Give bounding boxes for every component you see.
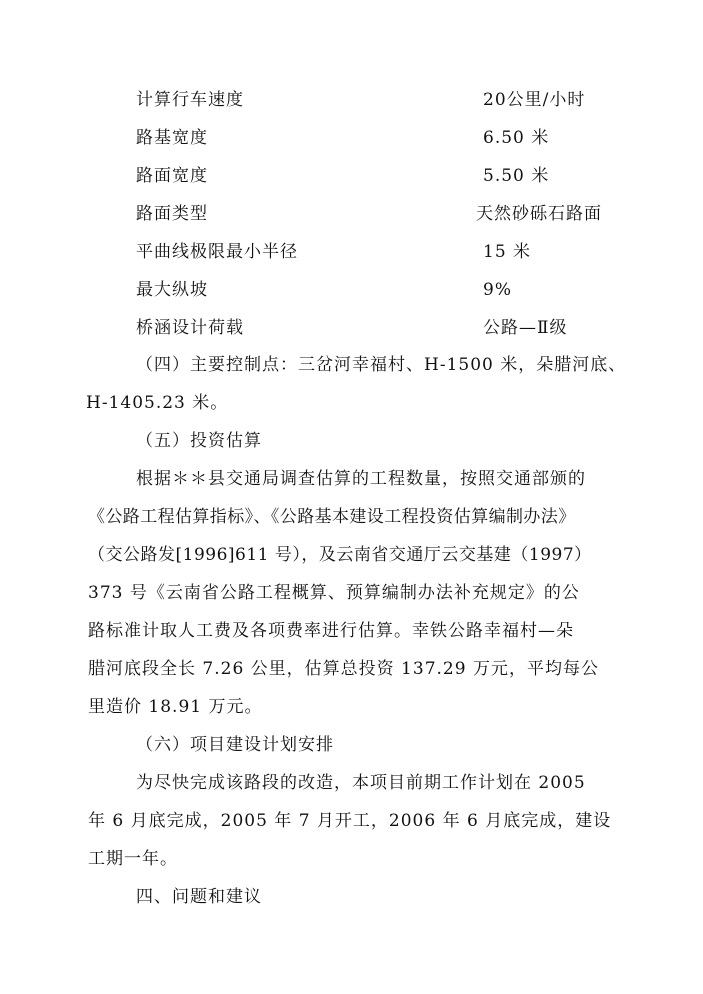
section5-line-4: 373 号《云南省公路工程概算、预算编制办法补充规定》的公 xyxy=(88,583,580,603)
spec-label-design-speed: 计算行车速度 xyxy=(136,90,244,110)
part4-heading: 四、问题和建议 xyxy=(136,887,262,907)
spec-label-max-grade: 最大纵坡 xyxy=(136,280,208,300)
section6-line-3: 工期一年。 xyxy=(88,849,178,869)
section5-line-2: 《公路工程估算指标》、《公路基本建设工程投资估算编制办法》 xyxy=(88,507,576,527)
spec-value-min-curve-radius: 15 米 xyxy=(483,242,532,262)
spec-label-pavement-type: 路面类型 xyxy=(136,204,208,224)
spec-value-max-grade: 9% xyxy=(483,280,512,300)
section4-line-1: （四）主要控制点：三岔河幸福村、H-1500 米，朵腊河底、 xyxy=(136,355,627,375)
spec-label-pavement-width: 路面宽度 xyxy=(136,166,208,186)
spec-value-pavement-type: 天然砂砾石路面 xyxy=(476,204,602,224)
spec-value-bridge-load: 公路—Ⅱ级 xyxy=(483,318,568,338)
section5-heading: （五）投资估算 xyxy=(136,431,262,451)
section5-line-3: （交公路发[1996]611 号），及云南省交通厅云交基建（1997） xyxy=(88,545,592,565)
section6-line-2: 年 6 月底完成，2005 年 7 月开工，2006 年 6 月底完成，建设 xyxy=(88,811,612,831)
spec-value-pavement-width: 5.50 米 xyxy=(483,166,550,186)
section5-line-6: 腊河底段全长 7.26 公里，估算总投资 137.29 万元，平均每公 xyxy=(88,659,599,679)
section6-heading: （六）项目建设计划安排 xyxy=(136,735,334,755)
spec-label-bridge-load: 桥涵设计荷载 xyxy=(136,318,244,338)
section6-line-1: 为尽快完成该路段的改造，本项目前期工作计划在 2005 xyxy=(136,773,586,793)
section5-line-1: 根据＊＊县交通局调查估算的工程数量，按照交通部颁的 xyxy=(136,469,586,489)
spec-value-design-speed: 20公里/小时 xyxy=(483,90,586,110)
spec-label-subgrade-width: 路基宽度 xyxy=(136,128,208,148)
section5-line-5: 路标准计取人工费及各项费率进行估算。幸铁公路幸福村—朵 xyxy=(88,621,574,641)
section4-line-2: H-1405.23 米。 xyxy=(86,393,229,413)
spec-value-subgrade-width: 6.50 米 xyxy=(483,128,550,148)
spec-label-min-curve-radius: 平曲线极限最小半径 xyxy=(136,242,298,262)
section5-line-7: 里造价 18.91 万元。 xyxy=(88,697,263,717)
